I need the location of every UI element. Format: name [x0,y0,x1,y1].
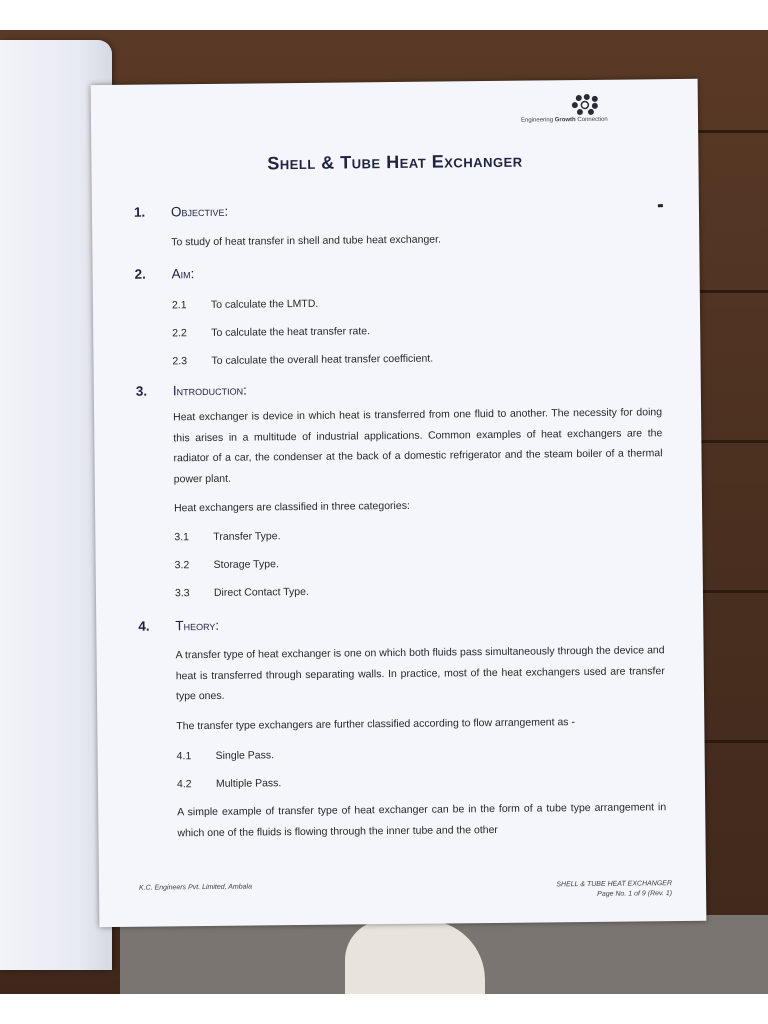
list-item-text: Multiple Pass. [215,777,282,790]
list-item-text: Transfer Type. [213,530,281,543]
section-number: 4. [138,618,150,634]
list-item-number: 3.2 [174,559,190,572]
list-item-number: 4.1 [176,750,192,763]
footer-page-info [556,879,672,900]
section-heading-introduction: Introduction: [172,382,247,399]
objective-text: To study of heat transfer in shell and tube heat exchanger. [171,233,442,249]
theory-paragraph: A transfer type of heat exchanger is one on which both fluids pass simultaneously through the device and heat is transferred through separating walls. In practice, most of the heat exchangers used are transfer type ones. [175,644,665,703]
pen-mark [658,204,663,207]
company-logo-icon [565,92,605,118]
list-item-number: 3.1 [174,531,190,544]
introduction-paragraph: Heat exchanger is device in which heat is transferred from one fluid to another. The necessity for doing this arises in a multitude of industrial applications. Common examples of heat exchangers are the radiator of a car, the condenser at the back of a domestic refrigerator and the steam boiler of a thermal power plant. [173,406,663,485]
footer-document-title: SHELL & TUBE HEAT EXCHANGER [556,880,673,889]
section-number: 2. [134,266,146,282]
list-item-number: 2.2 [172,327,187,340]
list-item-text: To calculate the LMTD. [210,297,319,311]
list-item-number: 2.3 [172,355,188,368]
section-number: 1. [133,204,146,220]
document-page [91,79,707,927]
theory-paragraph-2: A simple example of transfer type of heat exchanger can be in the form of a tube type arrangement in which one of the fluids is flowing through the inner tube and the other [177,801,667,839]
list-item-number: 3.3 [174,587,190,600]
classification-intro: Heat exchangers are classified in three categories: [173,499,410,515]
company-logo-text: Engineering Growth Connection [520,116,608,124]
footer-company: K.C. Engineers Pvt. Limited, Ambala [138,883,253,892]
list-item-number: 4.2 [176,778,192,791]
list-item-text: Single Pass. [215,749,275,762]
list-item-text: Storage Type. [213,558,279,571]
flow-arrangement-intro: The transfer type exchangers are further classified according to flow arrangement as - [176,716,576,733]
bottom-border [0,994,768,1024]
list-item-text: Direct Contact Type. [213,585,309,599]
footer-page-number: Page No. 1 of 9 (Rev. 1) [597,890,673,898]
page-title: Shell & Tube Heat Exchanger [267,150,523,174]
section-heading-theory: Theory: [175,617,220,634]
section-heading-aim: Aim: [171,266,195,282]
top-border [0,0,768,30]
section-number: 3. [135,383,148,399]
list-item-text: To calculate the overall heat transfer coefficient. [211,352,434,367]
section-heading-objective: Objective: [170,203,229,220]
list-item-text: To calculate the heat transfer rate. [211,325,371,339]
list-item-number: 2.1 [171,299,187,312]
